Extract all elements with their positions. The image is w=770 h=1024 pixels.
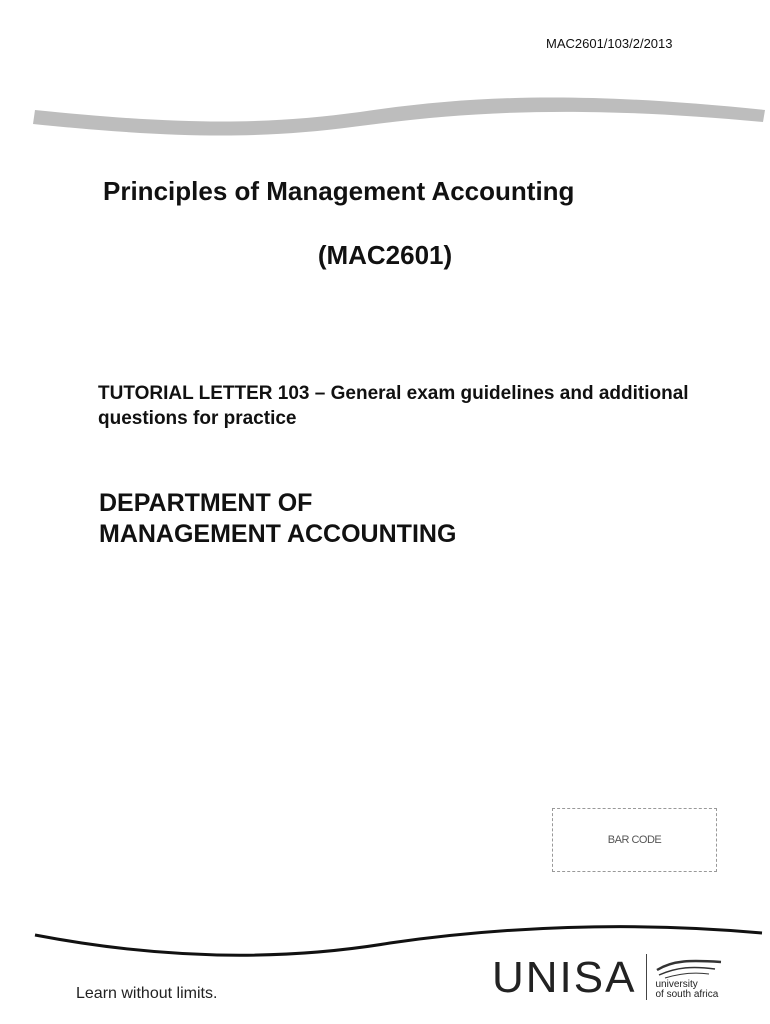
department-line-1: DEPARTMENT OF: [99, 489, 313, 517]
department-heading: [99, 488, 456, 550]
course-title: Principles of Management Accounting: [103, 176, 575, 206]
tutorial-letter-heading: TUTORIAL LETTER 103 – General exam guidelines and additional questions for practice: [98, 383, 689, 429]
course-code: (MAC2601): [317, 240, 453, 270]
barcode-label: BAR CODE: [607, 834, 662, 846]
logo-emblem-icon: [655, 956, 725, 980]
unisa-logo: [492, 954, 725, 1000]
department-line-2: MANAGEMENT ACCOUNTING: [99, 520, 457, 548]
footer-motto: Learn without limits.: [76, 985, 218, 1002]
logo-subtext-line-2: of south africa: [655, 989, 719, 1000]
top-swoosh-decoration: [30, 88, 770, 148]
document-code: MAC2601/103/2/2013: [546, 36, 673, 51]
logo-divider: [646, 954, 647, 1000]
logo-wordmark: UNISA: [492, 953, 637, 1002]
logo-subtext-line-1: university: [655, 979, 698, 990]
barcode-box: [552, 808, 717, 872]
